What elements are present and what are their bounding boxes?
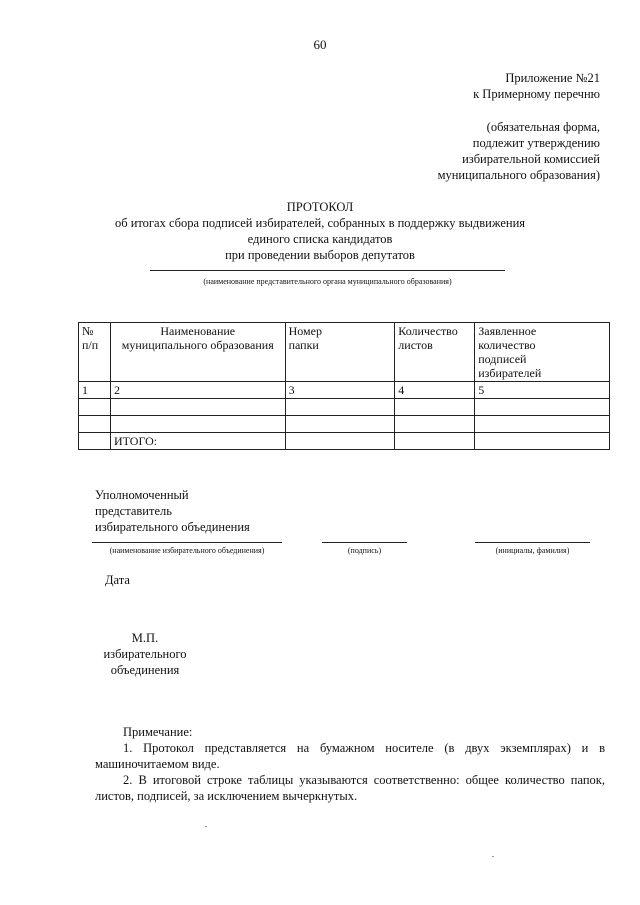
seal-block	[95, 630, 195, 678]
signature-caption: (подпись)	[347, 546, 382, 555]
initials-caption: (инициалы, фамилия)	[495, 546, 570, 555]
table-cell[interactable]	[475, 399, 610, 416]
table-cell: 3	[285, 382, 395, 399]
note-item: 1. Протокол представляется на бумажном носителе (в двух экземплярах) и в машиночитаемом виде.	[95, 741, 605, 771]
table-row	[79, 416, 610, 433]
table-cell	[79, 433, 111, 450]
title-line: об итогах сбора подписей избирателей, собранных в поддержку выдвижения	[114, 216, 526, 230]
scan-speck	[492, 856, 494, 857]
table-cell[interactable]	[395, 416, 475, 433]
seal-line: М.П.	[131, 631, 159, 645]
header-municipality: Наименование муниципального образования	[110, 323, 285, 382]
title-heading: ПРОТОКОЛ	[286, 200, 354, 214]
table-cell: 4	[395, 382, 475, 399]
table-cell: 1	[79, 382, 111, 399]
representative-line: представитель	[95, 504, 172, 518]
table-cell[interactable]	[110, 416, 285, 433]
representative-label	[95, 487, 250, 535]
notes-heading: Примечание:	[123, 725, 193, 739]
table-cell[interactable]	[110, 399, 285, 416]
mandatory-line: (обязательная форма,	[486, 120, 600, 134]
note-item: 2. В итоговой строке таблицы указываются соответственно: общее количество папок, листов, подписей, за исключением вычеркнутых.	[95, 773, 605, 803]
table-cell[interactable]	[285, 416, 395, 433]
seal-line: объединения	[110, 663, 180, 677]
organ-name-caption: (наименование представительного органа муниципального образования)	[203, 277, 452, 286]
seal-line: избирательного	[103, 647, 187, 661]
protocol-table	[78, 322, 610, 450]
notes-block	[95, 724, 605, 804]
table-total-row	[79, 433, 610, 450]
page-number: 60	[313, 37, 327, 52]
header-number: № п/п	[79, 323, 111, 382]
table-cell[interactable]	[395, 399, 475, 416]
table-cell[interactable]	[285, 399, 395, 416]
date-label: Дата	[105, 573, 130, 587]
association-name-caption: (наименование избирательного объединения)	[109, 546, 265, 555]
organ-name-line	[150, 270, 505, 271]
header-folder-number: Номер папки	[285, 323, 395, 382]
table-cell[interactable]	[475, 416, 610, 433]
table-cell: 5	[475, 382, 610, 399]
scan-speck	[205, 826, 207, 827]
table-cell[interactable]	[395, 433, 475, 450]
document-title	[80, 199, 560, 263]
table-cell: 2	[110, 382, 285, 399]
table-cell[interactable]	[79, 399, 111, 416]
initials-line	[475, 542, 590, 543]
mandatory-line: муниципального образования)	[437, 168, 600, 182]
appendix-reference	[380, 70, 600, 102]
total-label: ИТОГО:	[110, 433, 285, 450]
representative-line: избирательного объединения	[95, 520, 250, 534]
representative-line: Уполномоченный	[95, 488, 189, 502]
appendix-line: к Примерному перечню	[473, 87, 600, 101]
table-cell[interactable]	[285, 433, 395, 450]
association-name-line	[92, 542, 282, 543]
mandatory-line: избирательной комиссией	[462, 152, 600, 166]
table-cell[interactable]	[475, 433, 610, 450]
table-numbering-row	[79, 382, 610, 399]
mandatory-form-note	[360, 119, 600, 183]
header-declared-signatures: Заявленное количество подписей избирателей	[475, 323, 610, 382]
title-line: единого списка кандидатов	[247, 232, 393, 246]
appendix-line: Приложение №21	[505, 71, 600, 85]
table-header-row	[79, 323, 610, 382]
table-row	[79, 399, 610, 416]
mandatory-line: подлежит утверждению	[472, 136, 600, 150]
table-cell[interactable]	[79, 416, 111, 433]
signature-line	[322, 542, 407, 543]
title-line: при проведении выборов депутатов	[225, 248, 415, 262]
header-sheet-count: Количество листов	[395, 323, 475, 382]
